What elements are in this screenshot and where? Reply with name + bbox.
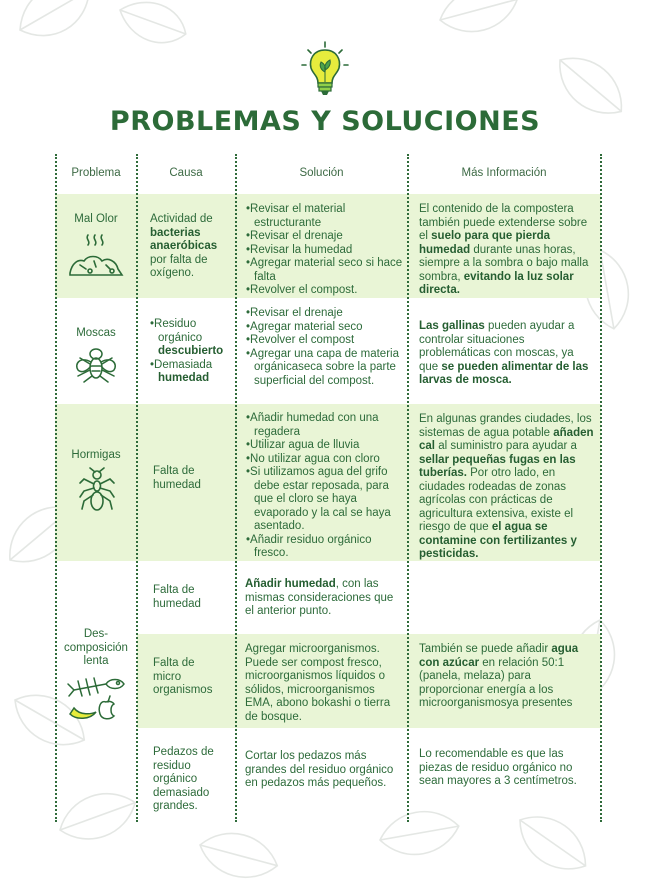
column-divider xyxy=(235,154,237,822)
cause-mal-olor: Actividad de bacterias anaeróbicas por falta de oxígeno. xyxy=(150,213,218,279)
info-moscas: Las gallinas pueden ayudar a controlar situaciones problemáticas con moscas, ya que se pueden alimentar de las larvas de mosca. xyxy=(419,320,589,386)
fish-bone-banana-apple-icon xyxy=(66,674,130,724)
cause-list-moscas xyxy=(150,318,234,386)
fly-icon xyxy=(72,342,120,384)
solution-list-hormigas xyxy=(246,412,404,561)
info-hormigas: En algunas grandes ciudades, los sistemas de agua potable añaden cal al suministro para ayudar a sellar pequeñas fugas en las tuberías. Por otro lado, en ciudades rodeadas de zonas agrícolas con prácticas de agricultura extensiva, existe el riesgo de que el agua se contamine con fertilizantes y pesticidas. xyxy=(419,413,594,560)
info-descomp-microorganismos: También se puede añadir agua con azúcar en relación 50:1 (panela, melaza) para proporcionar energía a los microorganismosya presentes xyxy=(419,643,579,709)
column-divider xyxy=(136,154,138,822)
problem-moscas: Moscas xyxy=(76,327,116,339)
list-item: • Revisar el drenaje xyxy=(246,307,404,321)
list-item: • Agregar una capa de materia orgánicaseca sobre la parte superficial del compost. xyxy=(246,348,404,389)
info-descomp-pedazos: Lo recomendable es que las piezas de residuo orgánico no sean mayores a 3 centímetros. xyxy=(419,748,577,787)
page-title: PROBLEMAS Y SOLUCIONES xyxy=(109,106,541,137)
list-item: • No utilizar agua con cloro xyxy=(246,453,404,467)
list-item: • Añadir humedad con una regadera xyxy=(246,412,404,439)
list-item: • Revolver el compost. xyxy=(246,284,404,298)
cause-descomp-humedad: Falta de humedad xyxy=(153,584,201,610)
list-item: • Demasiada humedad xyxy=(150,359,234,386)
cause-hormigas: Falta de humedad xyxy=(153,465,201,491)
problem-hormigas: Hormigas xyxy=(71,449,121,461)
ant-icon xyxy=(76,467,118,515)
bad-smell-compost-icon xyxy=(66,233,126,279)
list-item: • Revisar el material estructurante xyxy=(246,203,404,230)
problem-mal-olor: Mal Olor xyxy=(74,213,118,225)
cause-descomp-microorganismos: Falta de micro organismos xyxy=(153,657,213,696)
lightbulb-plant-icon xyxy=(299,40,351,100)
header-solucion: Solución xyxy=(299,167,344,179)
header-problema: Problema xyxy=(71,167,121,179)
solution-list-moscas xyxy=(246,307,404,388)
solution-descomp-microorganismos: Agregar microorganismos. Puede ser compost fresco, microorganismos líquidos o sólidos, microorganismos EMA, abono bokashi o tierra de bosque. xyxy=(245,643,391,723)
list-item: • Añadir residuo orgánico fresco. xyxy=(246,534,404,561)
header-mas-informacion: Más Información xyxy=(461,167,547,179)
list-item: • Revisar el drenaje xyxy=(246,230,404,244)
list-item: • Revisar la humedad xyxy=(246,244,404,258)
list-item: • Revolver el compost xyxy=(246,334,404,348)
list-item: • Residuo orgánico descubierto xyxy=(150,318,234,359)
header-causa: Causa xyxy=(169,167,203,179)
info-mal-olor: El contenido de la compostera también puede extenderse sobre el suelo para que pierda humedad durante unas horas, siempre a la sombra o bajo malla sombra, evitando la luz solar directa. xyxy=(419,203,589,296)
list-item: • Agregar material seco si hace falta xyxy=(246,257,404,284)
column-divider xyxy=(407,154,409,822)
solution-list-mal-olor xyxy=(246,203,404,298)
problem-descomposicion: Des- composición lenta xyxy=(64,628,128,667)
column-divider xyxy=(55,154,57,822)
column-divider xyxy=(600,154,602,822)
solution-descomp-humedad: Añadir humedad, con las mismas consideraciones que el anterior punto. xyxy=(245,578,394,617)
cause-descomp-pedazos: Pedazos de residuo orgánico demasiado grandes. xyxy=(153,746,214,812)
solution-descomp-pedazos: Cortar los pedazos más grandes del residuo orgánico en pedazos más pequeños. xyxy=(245,750,394,789)
list-item: • Agregar material seco xyxy=(246,321,404,335)
list-item: • Si utilizamos agua del grifo debe estar reposada, para que el cloro se haya evaporado y la cal se haya asentado. xyxy=(246,466,404,534)
list-item: • Utilizar agua de lluvia xyxy=(246,439,404,453)
